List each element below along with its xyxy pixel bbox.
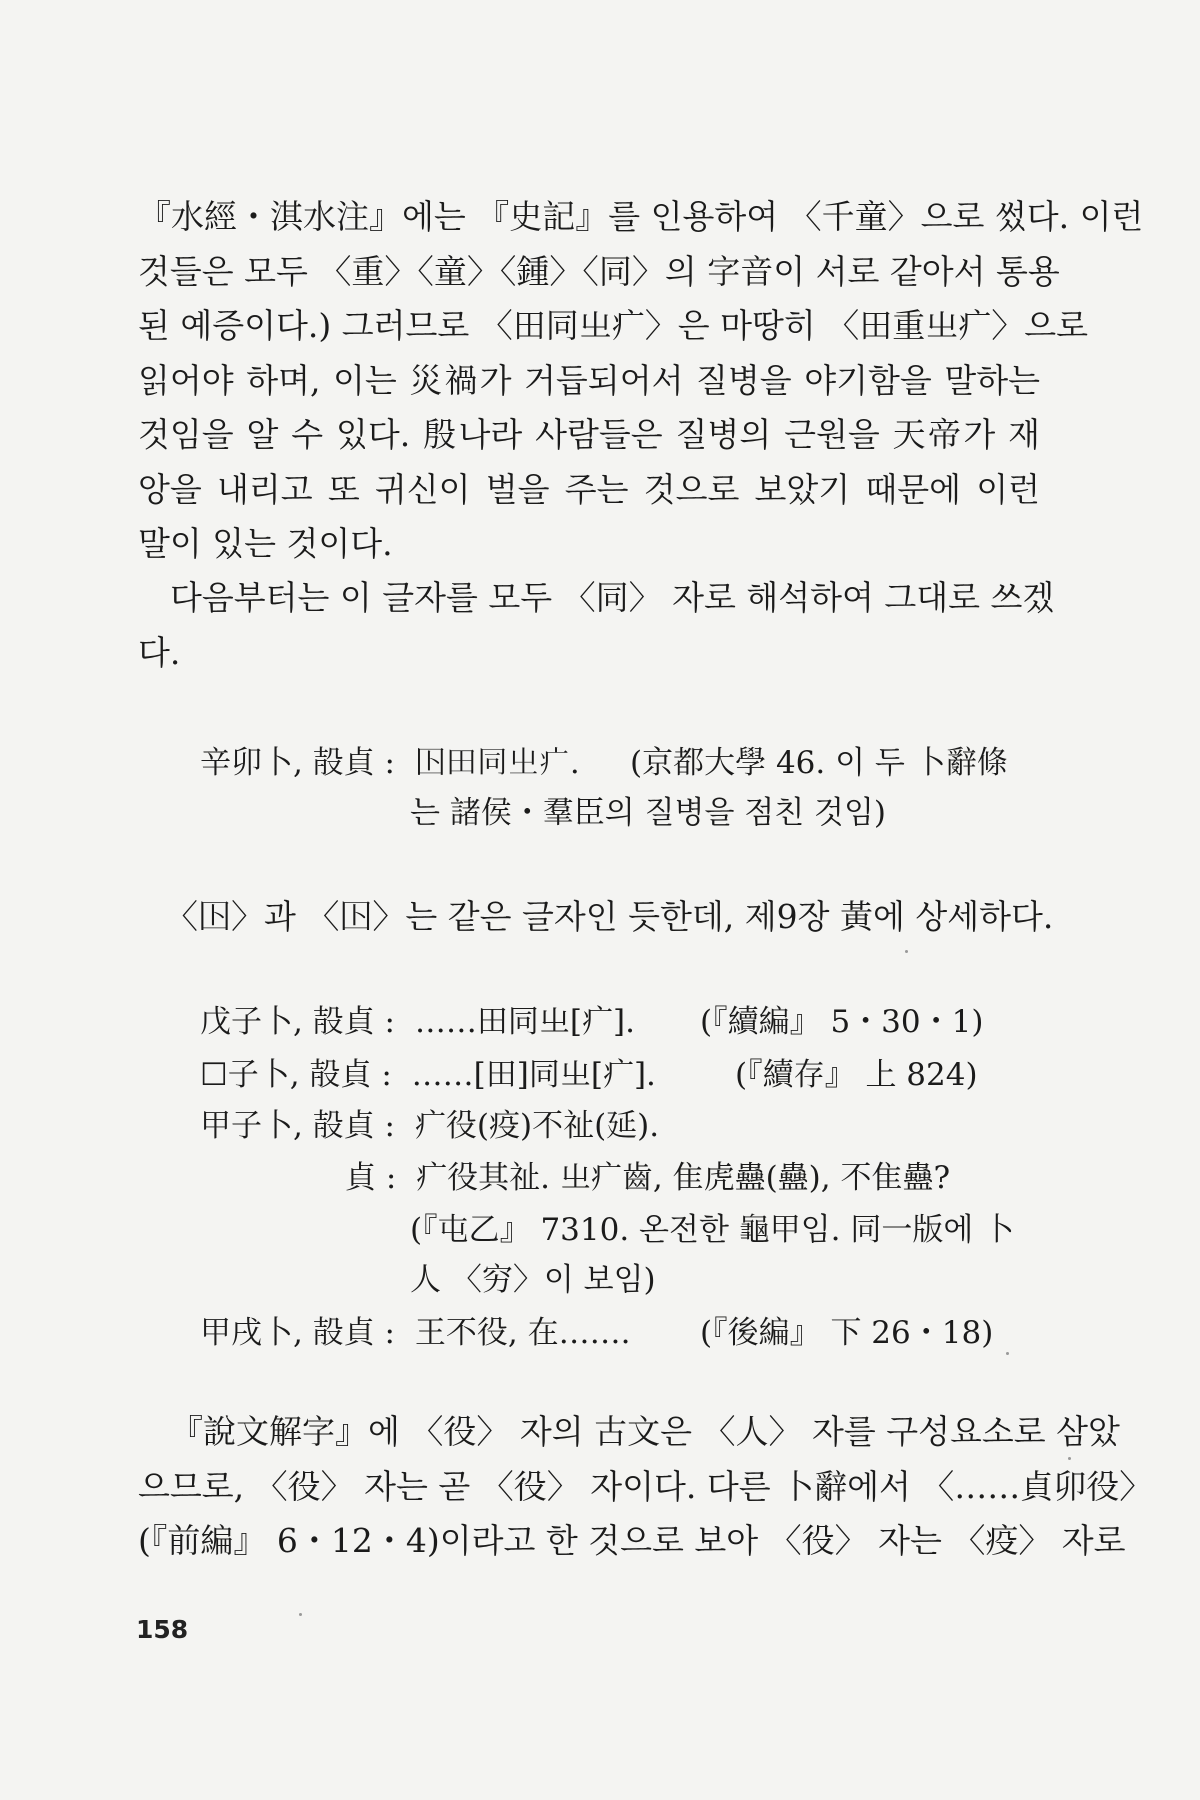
quote-note: 人 〈穷〉이 보임)	[410, 1262, 656, 1298]
text-line: (『前編』 6・12・4)이라고 한 것으로 보아 〈役〉 자는 〈疫〉 자로	[138, 1521, 1126, 1560]
paragraph-3	[165, 890, 1054, 945]
quote-1-source: (京都大學 46. 이 두 卜辭條	[630, 745, 1008, 781]
page-number: 158	[136, 1615, 189, 1644]
quote-label: 貞 :	[345, 1160, 397, 1196]
scan-speck	[1068, 1457, 1071, 1460]
text-line: 것들은 모두 〈重〉〈童〉〈鍾〉〈同〉의 字音이 서로 같아서 통용	[138, 251, 1060, 291]
paragraph-2	[138, 571, 1055, 680]
text-line: 으므로, 〈役〉 자는 곧 〈役〉 자이다. 다른 卜辭에서 〈……貞卯役〉	[138, 1466, 1153, 1506]
text-line: 『水經・淇水注』에는 『史記』를 인용하여 〈千童〉으로 썼다. 이런	[138, 197, 1144, 236]
quote-label: 戊子卜, 㱿貞 :	[200, 1004, 396, 1040]
scan-speck	[1006, 1352, 1009, 1355]
quote-1-line	[200, 738, 580, 788]
text-line: 다.	[138, 632, 181, 672]
scan-speck	[299, 1613, 302, 1616]
paragraph-4	[138, 1405, 1153, 1569]
quote-row	[200, 1308, 630, 1358]
quote-text: ……[田]同㞢[疒].	[411, 1057, 656, 1093]
quote-note: (『屯乙』 7310. 온전한 龜甲임. 同一版에 卜	[410, 1212, 1015, 1248]
quote-text: 疒役(疫)不祉(延).	[414, 1108, 660, 1144]
text-line: 읽어야 하며, 이는 災禍가 거듭되어서 질병을 야기함을 말하는	[138, 360, 1040, 400]
quote-row	[345, 1153, 950, 1203]
text-line: 앙을 내리고 또 귀신이 벌을 주는 것으로 보았기 때문에 이런	[138, 469, 1040, 509]
text-line: 〈𡆥〉과 〈𡆥〉는 같은 글자인 듯한데, 제9장 黃에 상세하다.	[165, 897, 1054, 936]
quote-source: (『續編』 5・30・1)	[700, 1004, 984, 1040]
quote-label: ☐子卜, 㱿貞 :	[200, 1057, 392, 1093]
text-line: 『說文解字』에 〈役〉 자의 古文은 〈人〉 자를 구성요소로 삼았	[170, 1412, 1120, 1451]
quote-label: 辛卯卜, 㱿貞 :	[200, 745, 396, 781]
text-line: 것임을 알 수 있다. 殷나라 사람들은 질병의 근원을 天帝가 재	[138, 415, 1040, 454]
quote-text: 𡆥田同㞢疒.	[414, 745, 580, 781]
text-line: 말이 있는 것이다.	[138, 524, 393, 563]
paragraph-1	[138, 190, 1144, 572]
quote-row	[200, 1050, 656, 1100]
scan-speck	[905, 950, 908, 953]
quote-row	[200, 997, 635, 1047]
text-line: 다음부터는 이 글자를 모두 〈同〉 자로 해석하여 그대로 쓰겠	[170, 578, 1055, 617]
quote-label: 甲子卜, 㱿貞 :	[200, 1108, 396, 1144]
quote-text: 疒役其祉. 㞢疒齒, 隹虎蠱(蠱), 不隹蠱?	[416, 1160, 951, 1196]
quote-label: 甲戌卜, 㱿貞 :	[200, 1315, 396, 1351]
quote-text: ……田同㞢[疒].	[414, 1004, 635, 1040]
quote-source: (『續存』 上 824)	[735, 1057, 978, 1093]
quote-row	[200, 1101, 659, 1151]
quote-text: 王不役, 在…….	[414, 1315, 631, 1351]
quote-1-continuation: 는 諸侯・羣臣의 질병을 점친 것임)	[410, 795, 887, 831]
quote-source: (『後編』 下 26・18)	[700, 1315, 994, 1351]
text-line: 된 예증이다.) 그러므로 〈田同㞢疒〉은 마땅히 〈田重㞢疒〉으로	[138, 306, 1088, 345]
